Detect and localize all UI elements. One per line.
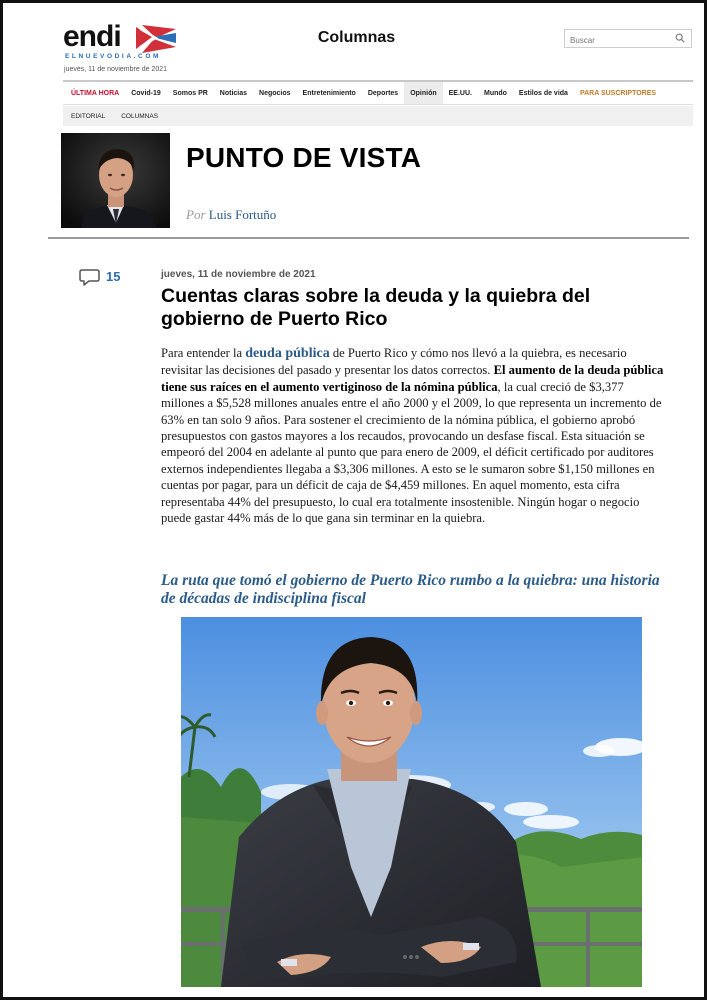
body-text-3: , la cual creció de $3,377 millones a $5,528 millones anuales entre el año 2000 y el 2009, lo que representa un incremento de 63% en tan solo 9 años. Para sostener el crecimiento de la nómina pública, el gobierno aprobó presupuestos con gastos mayores a los recaudos, provocando un desfase fiscal. Esta situación se empeoró del 2004 en adelante al punto que para enero de 2009, el déficit certificado por auditores externos independientes llegaba a $3,306 millones. A esto se le sumaron sobre $1,150 millones en cuentas por pagar, para un déficit de caja de $4,459 millones. En aquel momento, esta cifra representaba 44% del presupuesto, lo cual era totalmente insostenible. Ningún hogar o negocio puede gastar 44% más de lo que gana sin terminar en la quiebra. bbox=[161, 379, 662, 526]
nav-item-somos-pr[interactable]: Somos PR bbox=[172, 89, 208, 97]
nav-item-covid[interactable]: Covid-19 bbox=[131, 89, 161, 97]
nav-item-para-suscriptores[interactable]: PARA SUSCRIPTORES bbox=[579, 89, 657, 97]
body-text-2: de Puerto Rico y cómo nos llevó a la quiebra, es necesario revisitar las decisiones del pasado y presentar los datos correctos. bbox=[161, 346, 627, 378]
logo-subtext: ELNUEVODIA.COM bbox=[65, 53, 161, 60]
byline bbox=[186, 207, 276, 223]
logo-wordmark: endi bbox=[63, 20, 121, 53]
article-date: jueves, 11 de noviembre de 2021 bbox=[161, 269, 316, 280]
header-divider bbox=[48, 237, 689, 239]
nav-item-opinion[interactable]: Opinión bbox=[404, 82, 442, 104]
comments-count: 15 bbox=[106, 269, 121, 284]
main-nav bbox=[63, 80, 693, 105]
author-link[interactable]: Luis Fortuño bbox=[208, 207, 277, 222]
search-box[interactable] bbox=[564, 29, 692, 48]
nav-item-eeuu[interactable]: EE.UU. bbox=[448, 89, 472, 97]
nav-item-ultima-hora[interactable]: ÚLTIMA HORA bbox=[71, 89, 120, 97]
related-article-link[interactable]: La ruta que tomó el gobierno de Puerto Rico rumbo a la quiebra: una historia de décadas de indisciplina fiscal bbox=[161, 572, 660, 607]
article-headline: Cuentas claras sobre la deuda y la quiebra del gobierno de Puerto Rico bbox=[161, 285, 591, 330]
search-input[interactable] bbox=[565, 32, 665, 49]
comment-bubble-icon bbox=[79, 268, 100, 287]
subnav-item-columnas[interactable]: COLUMNAS bbox=[121, 112, 159, 120]
nav-item-entretenimiento[interactable]: Entretenimiento bbox=[302, 89, 356, 97]
article-photo bbox=[181, 617, 642, 987]
nav-item-noticias[interactable]: Noticias bbox=[219, 89, 248, 97]
nav-item-estilos-de-vida[interactable]: Estilos de vida bbox=[518, 89, 568, 97]
deuda-publica-link[interactable]: deuda pública bbox=[245, 346, 330, 361]
column-name: PUNTO DE VISTA bbox=[186, 142, 422, 173]
nav-item-mundo[interactable]: Mundo bbox=[483, 89, 507, 97]
byline-prefix: Por bbox=[186, 207, 206, 222]
sub-nav bbox=[63, 106, 693, 126]
nav-item-deportes[interactable]: Deportes bbox=[367, 89, 399, 97]
search-icon[interactable] bbox=[675, 33, 685, 43]
nav-item-negocios[interactable]: Negocios bbox=[259, 89, 291, 97]
body-bold-text: El aumento de la deuda pública tiene sus raíces en el aumento vertiginoso de la nómina pública bbox=[161, 363, 664, 394]
body-text-1: Para entender la bbox=[161, 346, 246, 360]
author-headshot bbox=[61, 133, 170, 228]
header-date: jueves, 11 de noviembre de 2021 bbox=[64, 66, 167, 73]
section-title: Columnas bbox=[317, 29, 396, 46]
subnav-item-editorial[interactable]: EDITORIAL bbox=[71, 112, 106, 120]
comments-button[interactable] bbox=[79, 268, 120, 287]
article-body bbox=[161, 345, 665, 526]
